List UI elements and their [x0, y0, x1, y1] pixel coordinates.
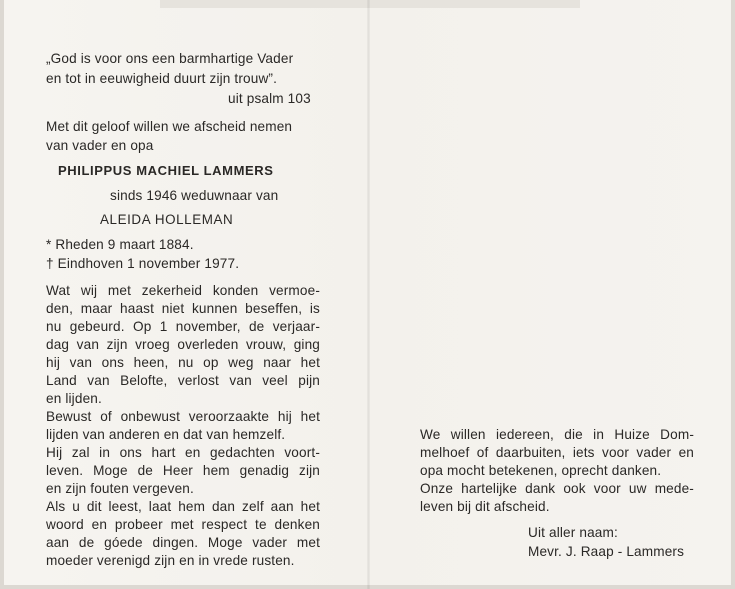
paragraph-1-line: dag van zijn vroeg overleden vrouw, ging: [46, 337, 320, 352]
paragraph-2-line: Bewust of onbewust veroorzaakte hij het: [46, 409, 320, 424]
paragraph-1-line: Wat wij met zekerheid konden vermoe-: [46, 283, 320, 298]
top-edge-strip: [160, 0, 580, 8]
widower-line: sinds 1946 weduwnaar van: [110, 188, 279, 203]
paragraph-1-line: den, maar haast niet kunnen beseffen, is: [46, 301, 320, 316]
thanks-line: We willen iedereen, die in Huize Dom-: [420, 427, 694, 442]
spouse-name: ALEIDA HOLLEMAN: [100, 212, 234, 227]
signature: Mevr. J. Raap - Lammers: [528, 544, 685, 559]
thanks-line: leven bij dit afscheid.: [420, 499, 550, 514]
paragraph-1-line: nu gebeurd. Op 1 november, de verjaar-: [46, 319, 320, 334]
signoff: Uit aller naam:: [528, 525, 618, 540]
paragraph-1-line: en lijden.: [46, 391, 102, 406]
quote-line-2: en tot in eeuwigheid duurt zijn trouw”.: [46, 71, 278, 86]
thanks-line: opa mocht betekenen, oprecht danken.: [420, 463, 662, 478]
paragraph-3-line: moeder verenigd zijn en in vrede rusten.: [46, 553, 295, 568]
deceased-name: PHILIPPUS MACHIEL LAMMERS: [58, 163, 274, 178]
paragraph-3-line: woord en probeer met respect te denken: [46, 517, 320, 532]
paragraph-3: [46, 498, 320, 570]
paragraph-2-line: leven. Moge de Heer hem genadig zijn: [46, 463, 320, 478]
card-edge-left: [0, 0, 4, 589]
paragraph-1: [46, 282, 320, 408]
intro-line-2: van vader en opa: [46, 138, 154, 153]
paragraph-2-line: Hij zal in ons hart en gedachten voort-: [46, 445, 320, 460]
card-edge-right: [731, 0, 735, 589]
paragraph-3-line: Als u dit leest, laat hem dan zelf aan het: [46, 499, 320, 514]
paragraph-2-line: lijden van anderen en dat van hemzelf.: [46, 427, 286, 442]
quote-source: uit psalm 103: [228, 91, 311, 106]
birth-line: * Rheden 9 maart 1884.: [46, 237, 194, 252]
paragraph-1-line: Land van Belofte, verlost van veel pijn: [46, 373, 320, 388]
paragraph-2: [46, 408, 320, 498]
intro-line-1: Met dit geloof willen we afscheid nemen: [46, 119, 293, 134]
thanks-line: Onze hartelijke dank ook voor uw mede-: [420, 481, 694, 496]
paragraph-3-line: aan de góede dingen. Moge vader met: [46, 535, 320, 550]
paragraph-2-line: en zijn fouten vergeven.: [46, 481, 194, 496]
thanks-paragraph: [420, 426, 694, 516]
paragraph-1-line: hij van ons heen, nu op weg naar het: [46, 355, 320, 370]
card-fold: [367, 0, 370, 589]
thanks-line: melhoef of daarbuiten, iets voor vader en: [420, 445, 694, 460]
quote-line-1: „God is voor ons een barmhartige Vader: [46, 51, 294, 66]
death-line: † Eindhoven 1 november 1977.: [46, 256, 240, 271]
